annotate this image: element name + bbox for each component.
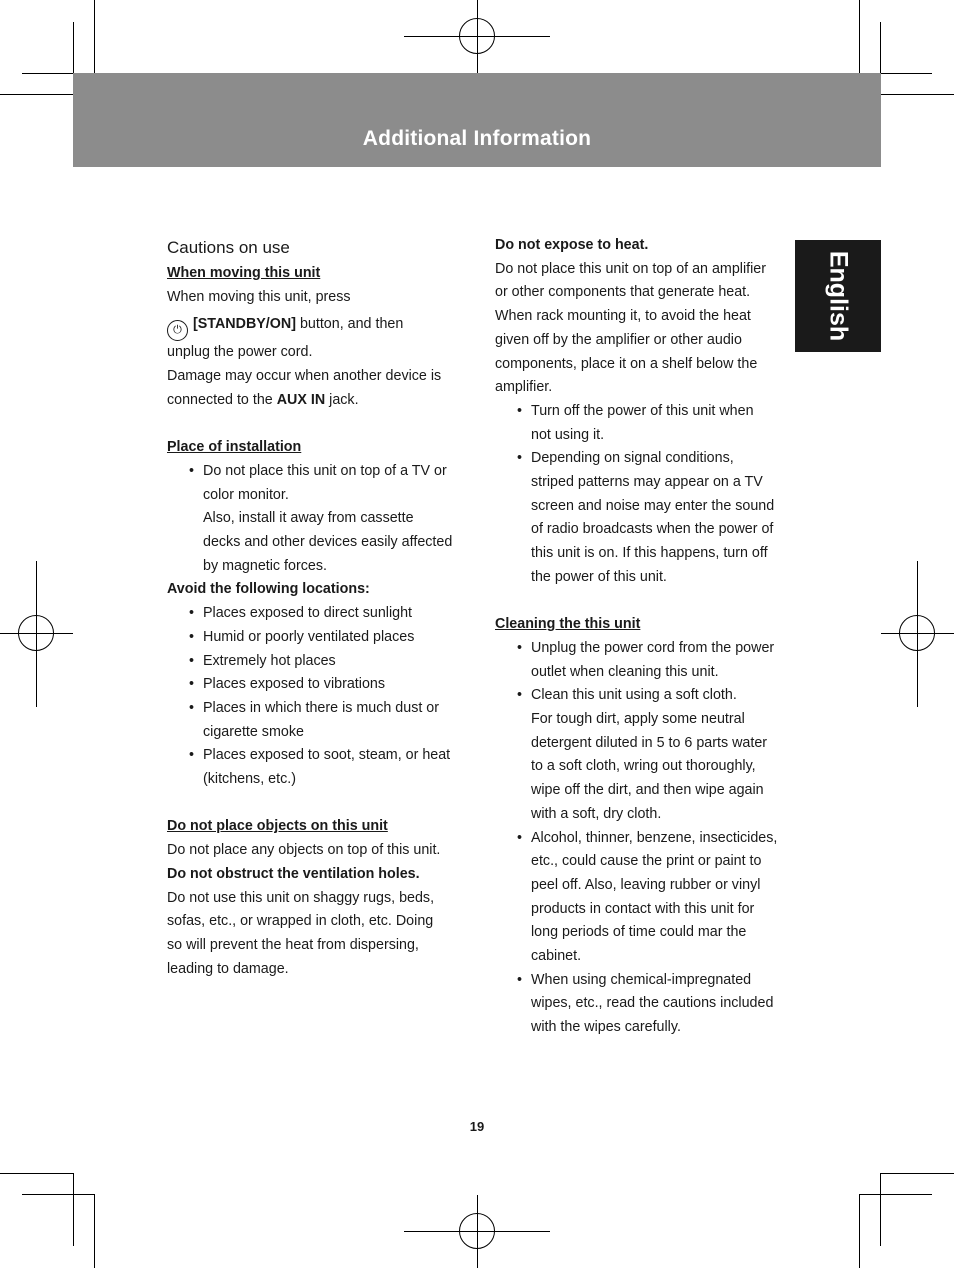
list-line: screen and noise may enter the sound <box>531 497 775 514</box>
registration-circle <box>459 1213 495 1249</box>
list-item <box>167 650 467 674</box>
list-item <box>495 400 795 447</box>
crop-mark <box>94 1195 95 1268</box>
body-text: given off by the amplifier or other audio <box>495 331 742 348</box>
list-line: wipe off the dirt, and then wipe again <box>531 782 764 799</box>
crop-mark <box>0 94 73 95</box>
crop-mark <box>73 1173 74 1246</box>
list-line: Extremely hot places <box>203 652 336 669</box>
body-text: connected to the <box>167 391 277 408</box>
crop-mark <box>859 1195 860 1268</box>
list-line: wipes, etc., read the cautions included <box>531 995 774 1012</box>
list-line: Do not place this unit on top of a TV or <box>203 462 447 479</box>
list-line: of radio broadcasts when the power of <box>531 521 774 538</box>
list-item <box>167 697 467 744</box>
list-line: Also, install it away from cassette <box>203 510 414 527</box>
heat-bullets <box>495 400 795 590</box>
list-line: striped patterns may appear on a TV <box>531 474 763 491</box>
left-column <box>167 234 467 981</box>
list-line: Unplug the power cord from the power <box>531 639 775 656</box>
list-line: not using it. <box>531 426 605 443</box>
list-item <box>167 673 467 697</box>
list-item <box>495 969 795 1040</box>
cleaning-bullets <box>495 637 795 1040</box>
install-bullets <box>167 460 467 579</box>
list-item <box>167 460 467 579</box>
list-item <box>167 744 467 791</box>
list-line: Humid or poorly ventilated places <box>203 628 415 645</box>
right-column <box>495 234 795 1040</box>
list-item <box>495 827 795 969</box>
list-line: the power of this unit. <box>531 568 667 585</box>
list-line: long periods of time could mar the <box>531 924 747 941</box>
body-text: When moving this unit, press <box>167 288 351 305</box>
crop-mark <box>94 0 95 73</box>
body-text: amplifier. <box>495 379 553 396</box>
list-line: products in contact with this unit for <box>531 900 755 917</box>
list-item <box>495 637 795 684</box>
section-heading: Cautions on use <box>167 238 290 257</box>
list-line: peel off. Also, leaving rubber or vinyl <box>531 876 761 893</box>
body-text: or other components that generate heat. <box>495 284 751 301</box>
list-line: with the wipes carefully. <box>531 1019 681 1036</box>
body-text: When rack mounting it, to avoid the heat <box>495 308 751 325</box>
list-line: outlet when cleaning this unit. <box>531 663 719 680</box>
list-line: detergent diluted in 5 to 6 parts water <box>531 734 768 751</box>
body-text: Damage may occur when another device is <box>167 368 442 385</box>
body-text: button, and then <box>295 316 404 333</box>
list-line: Places exposed to vibrations <box>203 676 385 693</box>
page-number: 19 <box>469 1119 485 1134</box>
body-text: leading to damage. <box>167 960 289 977</box>
list-line: etc., could cause the print or paint to <box>531 853 762 870</box>
list-line: with a soft, dry cloth. <box>531 805 662 822</box>
list-line: Places exposed to direct sunlight <box>203 605 413 622</box>
crop-mark <box>859 1194 932 1195</box>
standby-label: [STANDBY/ON] <box>193 316 296 333</box>
crop-mark <box>880 1173 881 1246</box>
list-line: (kitchens, etc.) <box>203 771 296 788</box>
list-item <box>167 602 467 626</box>
body-text: Do not place this unit on top of an amplifier <box>495 260 767 277</box>
body-text <box>167 389 467 413</box>
subheading-installation: Place of installation <box>167 439 302 456</box>
heat-heading: Do not expose to heat. <box>495 237 649 253</box>
body-text: Do not place any objects on top of this unit. <box>167 842 441 859</box>
list-item <box>495 684 795 826</box>
list-line: by magnetic forces. <box>203 557 327 574</box>
body-text: jack. <box>325 391 359 408</box>
body-text: Do not use this unit on shaggy rugs, beds, <box>167 889 435 906</box>
list-line: color monitor. <box>203 486 289 503</box>
list-line: this unit is on. If this happens, turn off <box>531 545 768 562</box>
list-line: Places exposed to soot, steam, or heat <box>203 747 451 764</box>
header-band <box>73 73 881 167</box>
language-tab <box>795 240 881 352</box>
body-text: components, place it on a shelf below the <box>495 355 758 372</box>
list-line: Alcohol, thinner, benzene, insecticides, <box>531 829 778 846</box>
list-line: For tough dirt, apply some neutral <box>531 711 745 728</box>
list-line: to a soft cloth, wring out thoroughly, <box>531 758 756 775</box>
subheading-objects: Do not place objects on this unit <box>167 818 388 835</box>
body-text: so will prevent the heat from dispersing, <box>167 936 419 953</box>
crop-mark <box>859 0 860 73</box>
body-text <box>167 313 467 341</box>
list-line: Places in which there is much dust or <box>203 699 440 716</box>
ventilation-heading: Do not obstruct the ventilation holes. <box>167 865 420 882</box>
body-text: sofas, etc., or wrapped in cloth, etc. Doing <box>167 913 434 930</box>
page-title: Additional Information <box>362 127 592 150</box>
list-line: Depending on signal conditions, <box>531 450 734 467</box>
power-icon: ⏻ <box>167 320 188 341</box>
list-line: Turn off the power of this unit when <box>531 402 754 419</box>
registration-circle <box>459 18 495 54</box>
aux-in-label: AUX IN <box>276 391 326 408</box>
list-line: cabinet. <box>531 948 582 965</box>
list-line: When using chemical-impregnated <box>531 971 752 988</box>
crop-mark <box>22 1194 95 1195</box>
registration-circle <box>899 615 935 651</box>
avoid-heading: Avoid the following locations: <box>167 581 370 598</box>
subheading-cleaning: Cleaning the this unit <box>495 616 641 633</box>
avoid-list <box>167 602 467 792</box>
body-text: unplug the power cord. <box>167 344 313 361</box>
crop-mark <box>0 1173 73 1174</box>
list-item <box>495 447 795 589</box>
registration-circle <box>18 615 54 651</box>
list-line: cigarette smoke <box>203 723 304 740</box>
list-line: Clean this unit using a soft cloth. <box>531 687 737 704</box>
subheading-moving: When moving this unit <box>167 265 321 281</box>
crop-mark <box>881 1173 954 1174</box>
list-item <box>167 626 467 650</box>
language-tab-label: English <box>824 250 853 342</box>
list-line: decks and other devices easily affected <box>203 534 453 551</box>
crop-mark <box>881 94 954 95</box>
